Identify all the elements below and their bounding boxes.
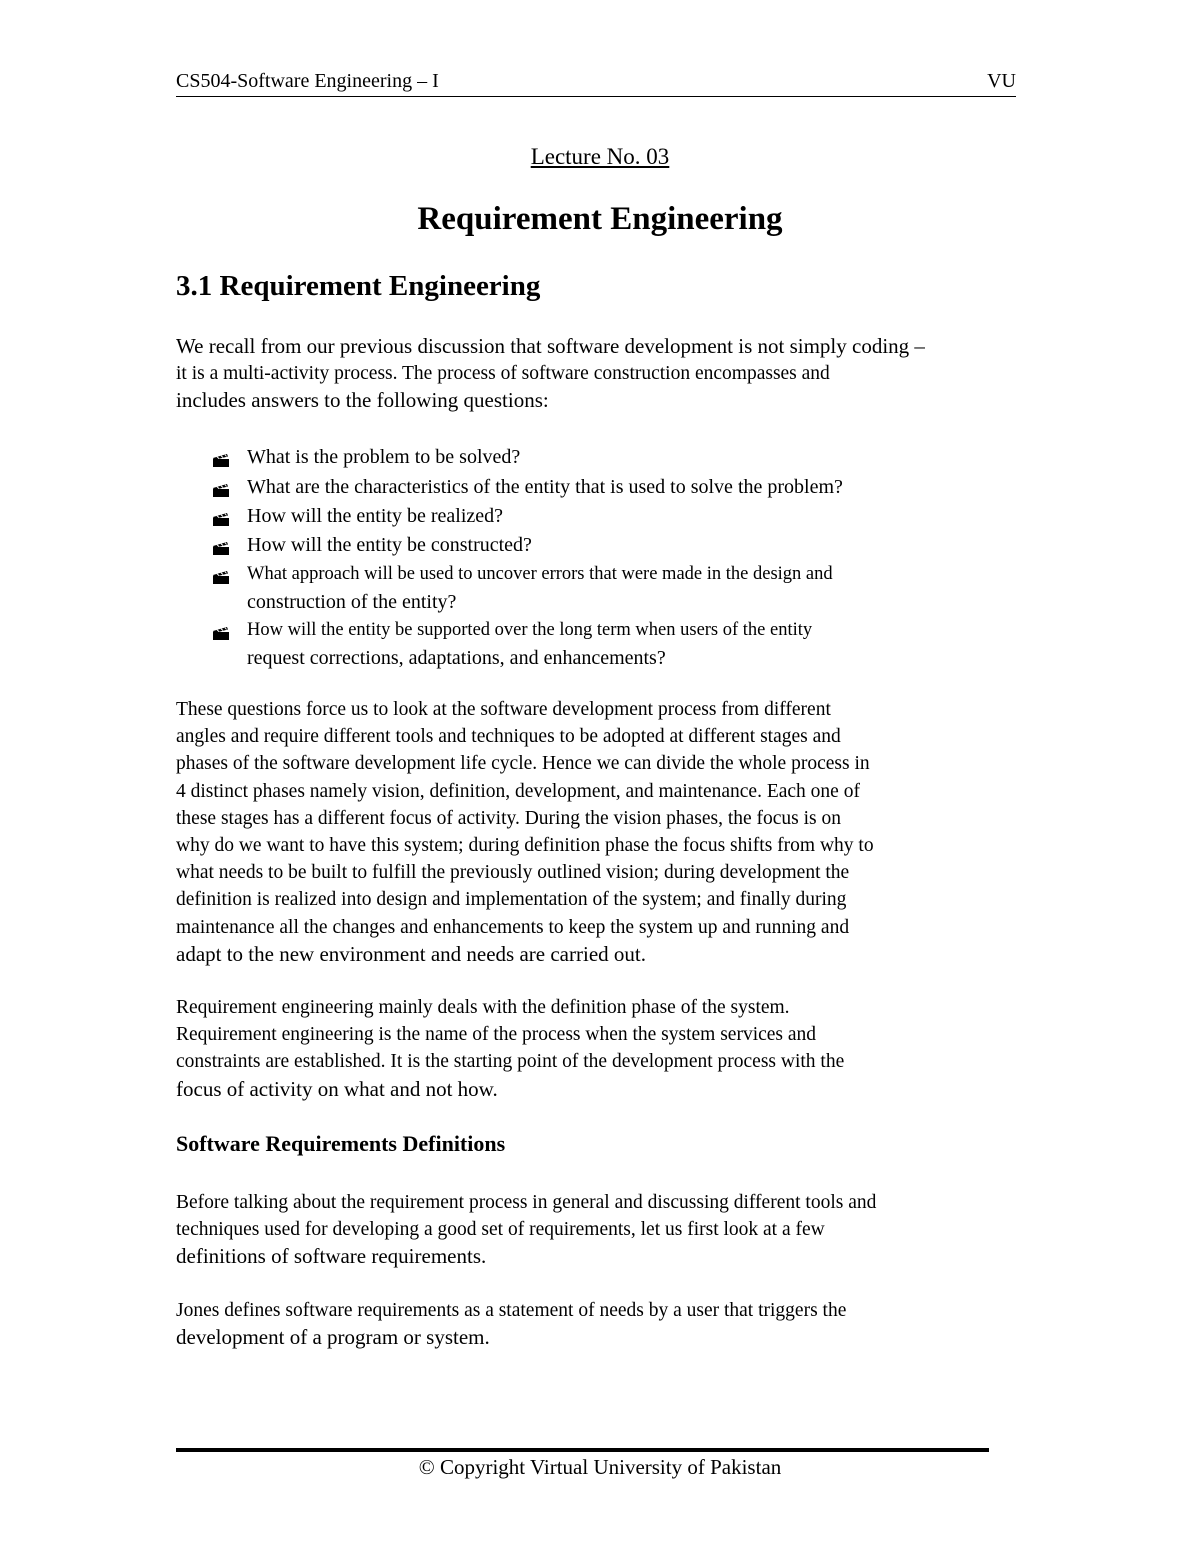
clapperboard-icon bbox=[212, 539, 230, 553]
list-item bbox=[212, 473, 1012, 501]
list-item bbox=[212, 443, 1012, 471]
header-institution: VU bbox=[987, 70, 1016, 92]
paragraph-line: what needs to be built to fulfill the previously outlined vision; during development the bbox=[176, 862, 850, 884]
body-paragraph bbox=[176, 1189, 1026, 1271]
section-heading: 3.1 Requirement Engineering bbox=[176, 270, 541, 302]
paragraph-line: Requirement engineering mainly deals with the definition phase of the system. bbox=[176, 997, 790, 1018]
paragraph-line: phases of the software development life cycle. Hence we can divide the whole process in bbox=[176, 753, 870, 775]
clapperboard-icon bbox=[212, 568, 230, 582]
list-item-text: How will the entity be realized? bbox=[247, 505, 504, 527]
paragraph-line: We recall from our previous discussion that software development is not simply coding – bbox=[176, 334, 925, 358]
paragraph-line: why do we want to have this system; during definition phase the focus shifts from why to bbox=[176, 834, 874, 856]
paragraph-line: Requirement engineering is the name of the process when the system services and bbox=[176, 1024, 817, 1046]
body-paragraph bbox=[176, 1297, 1026, 1351]
paragraph-line: definition is realized into design and implementation of the system; and finally during bbox=[176, 889, 847, 911]
clapperboard-icon bbox=[212, 451, 230, 465]
question-list bbox=[212, 443, 1012, 672]
body-paragraph bbox=[176, 696, 1026, 968]
clapperboard-icon bbox=[212, 481, 230, 495]
intro-paragraph bbox=[176, 333, 1026, 415]
paragraph-line: techniques used for developing a good set of requirements, let us first look at a few bbox=[176, 1219, 825, 1241]
paragraph-line: focus of activity on what and not how. bbox=[176, 1076, 498, 1101]
page-header bbox=[176, 70, 1016, 97]
page-title: Requirement Engineering bbox=[417, 201, 783, 237]
list-item-text: How will the entity be constructed? bbox=[247, 534, 532, 556]
clapperboard-icon bbox=[212, 624, 230, 638]
list-item-text: What are the characteristics of the entity that is used to solve the problem? bbox=[247, 476, 843, 498]
paragraph-line: These questions force us to look at the software development process from different bbox=[176, 699, 831, 720]
list-item-text: What approach will be used to uncover errors that were made in the design and bbox=[247, 564, 833, 584]
paragraph-line: constraints are established. It is the starting point of the development process with the bbox=[176, 1051, 845, 1073]
paragraph-line: maintenance all the changes and enhancements to keep the system up and running and bbox=[176, 916, 850, 938]
paragraph-line: it is a multi-activity process. The process of software construction encompasses and bbox=[176, 363, 830, 385]
paragraph-line: these stages has a different focus of activity. During the vision phases, the focus is on bbox=[176, 807, 842, 829]
paragraph-line: angles and require different tools and techniques to be adopted at different stages and bbox=[176, 726, 841, 748]
list-item bbox=[212, 616, 1012, 672]
header-course: CS504-Software Engineering – I bbox=[176, 70, 439, 92]
paragraph-line: development of a program or system. bbox=[176, 1325, 490, 1350]
list-item-text: How will the entity be supported over the long term when users of the entity bbox=[247, 620, 813, 640]
list-item bbox=[212, 531, 1012, 559]
lecture-number: Lecture No. 03 bbox=[530, 144, 670, 169]
paragraph-line: 4 distinct phases namely vision, definition, development, and maintenance. Each one of bbox=[176, 780, 860, 802]
footer-copyright: © Copyright Virtual University of Pakistan bbox=[418, 1455, 782, 1479]
paragraph-line: Jones defines software requirements as a statement of needs by a user that triggers the bbox=[176, 1300, 847, 1321]
subsection-heading: Software Requirements Definitions bbox=[176, 1131, 506, 1156]
footer-divider bbox=[176, 1448, 989, 1452]
list-item-text: construction of the entity? bbox=[247, 591, 457, 613]
paragraph-line: definitions of software requirements. bbox=[176, 1244, 487, 1269]
paragraph-line: adapt to the new environment and needs are carried out. bbox=[176, 941, 646, 966]
paragraph-line: includes answers to the following questions: bbox=[176, 388, 549, 413]
list-item-text: request corrections, adaptations, and enhancements? bbox=[247, 647, 666, 669]
list-item-text: What is the problem to be solved? bbox=[247, 446, 521, 468]
body-paragraph bbox=[176, 994, 1026, 1103]
list-item bbox=[212, 502, 1012, 530]
clapperboard-icon bbox=[212, 510, 230, 524]
list-item bbox=[212, 560, 1012, 616]
paragraph-line: Before talking about the requirement process in general and discussing different tools and bbox=[176, 1192, 877, 1213]
